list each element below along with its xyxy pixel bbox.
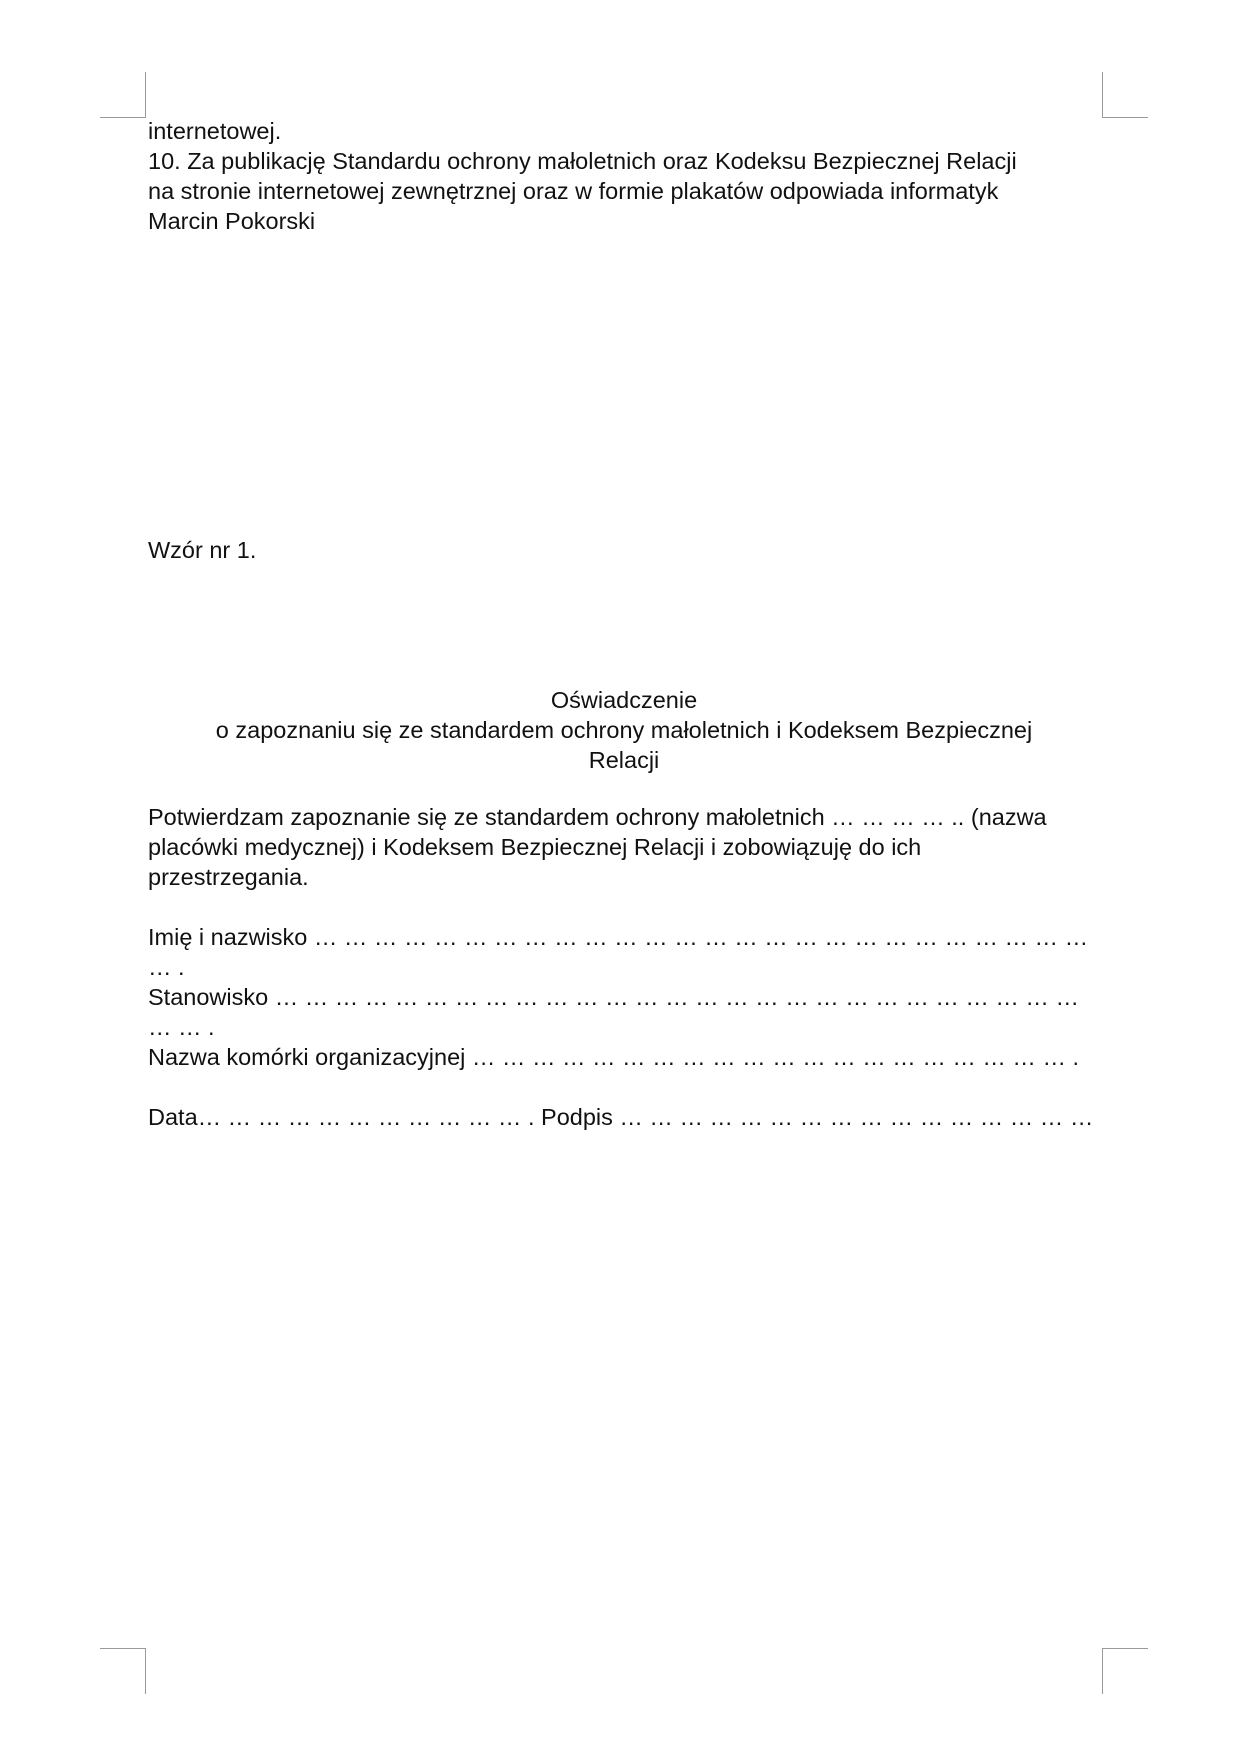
- confirmation-line-3: przestrzegania.: [148, 864, 309, 890]
- field-unit: Nazwa komórki organizacyjnej … … … … … … … … … … … … … … … … … … … … .: [148, 1044, 1080, 1070]
- continued-text: internetowej.: [148, 118, 282, 144]
- confirmation-paragraph: [148, 802, 1100, 892]
- crop-mark-top-left: [100, 72, 146, 118]
- confirmation-line-2: placówki medycznej) i Kodeksem Bezpiecznej Relacji i zobowiązuję do ich: [148, 834, 922, 860]
- statement-heading: [148, 685, 1100, 775]
- field-position: Stanowisko … … … … … … … … … … … … … … … … … … … … … … … … … … … … … .: [148, 984, 1079, 1040]
- field-name: Imię i nazwisko … … … … … … … … … … … … … … … … … … … … … … … … … … … .: [148, 924, 1089, 980]
- point-10-line-2: na stronie internetowej zewnętrznej oraz w formie plakatów odpowiada informatyk: [148, 178, 999, 204]
- statement-subtitle-line-1: o zapoznaniu się ze standardem ochrony małoletnich i Kodeksem Bezpiecznej: [215, 717, 1033, 743]
- field-position-block: [148, 982, 1100, 1042]
- field-name-block: [148, 922, 1100, 982]
- crop-mark-bottom-left: [100, 1648, 146, 1694]
- confirmation-line-1: Potwierdzam zapoznanie się ze standardem ochrony małoletnich … … … … .. (nazwa: [148, 804, 1047, 830]
- continued-paragraph: [148, 116, 1100, 236]
- point-10-line-1: 10. Za publikację Standardu ochrony małoletnich oraz Kodeksu Bezpiecznej Relacji: [148, 148, 1017, 174]
- statement-subtitle-line-2: Relacji: [588, 747, 660, 773]
- crop-mark-bottom-right: [1102, 1648, 1148, 1694]
- field-unit-block: [148, 1042, 1100, 1072]
- field-date-signature-block: [148, 1102, 1100, 1132]
- crop-mark-top-right: [1102, 72, 1148, 118]
- statement-title: Oświadczenie: [550, 687, 698, 713]
- template-label: Wzór nr 1.: [148, 537, 257, 563]
- point-10-line-3: Marcin Pokorski: [148, 208, 316, 234]
- template-label-block: [148, 535, 1100, 565]
- field-date-signature: Data… … … … … … … … … … … . Podpis … … … … … … … … … … … … … … … …: [148, 1104, 1094, 1130]
